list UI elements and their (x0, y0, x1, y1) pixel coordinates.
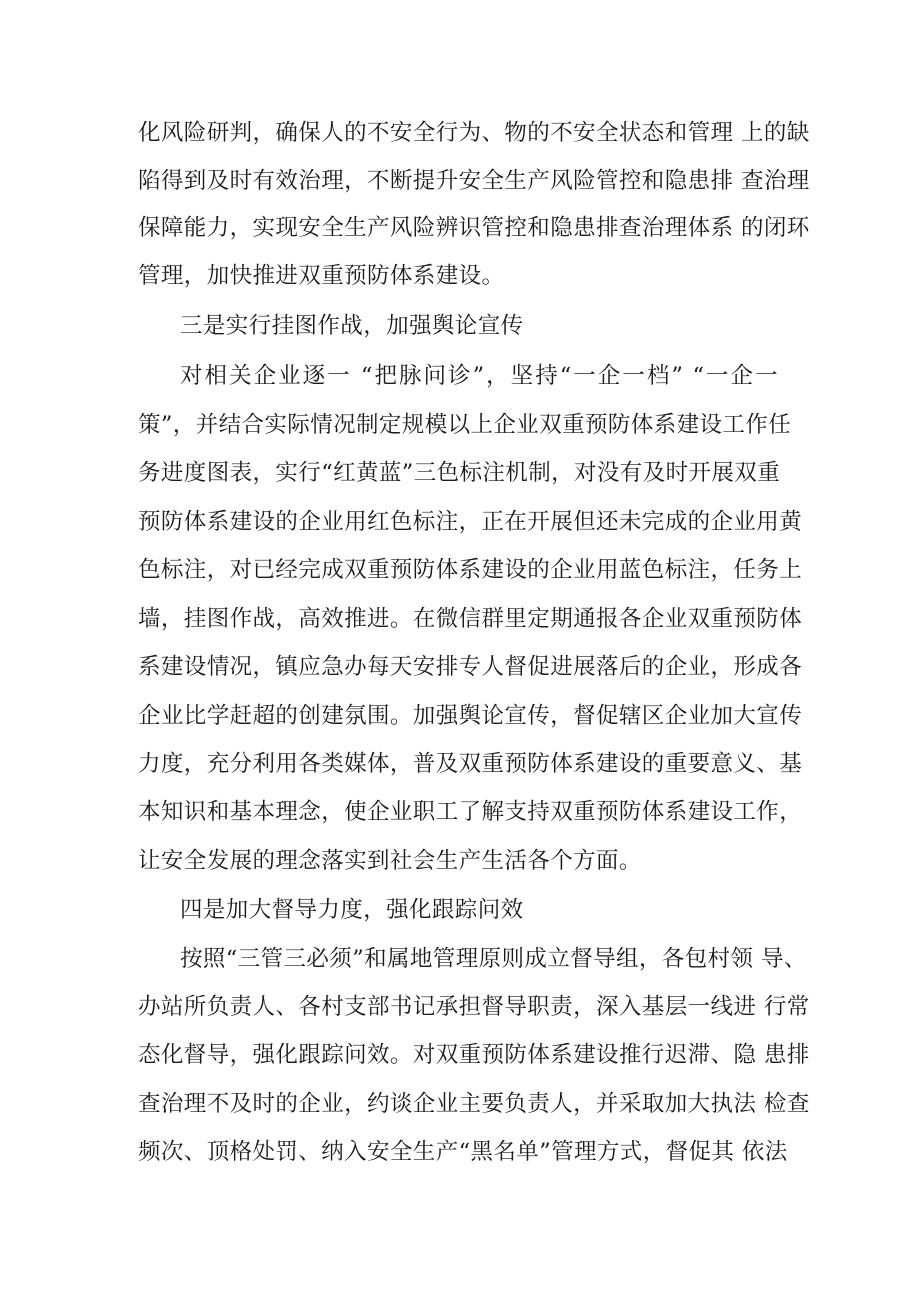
text-line: 对相关企业逐一 “把脉问诊”，坚持“一企一档” “一企一 (180, 363, 778, 389)
text-line: 务进度图表，实行“红黄蓝”三色标注机制，对没有及时开展双重 (138, 460, 781, 486)
text-line: 频次、顶格处罚、纳入安全生产“黑名单”管理方式，督促其 依法 (138, 1139, 788, 1165)
section-heading: 四是加大督导力度，强化跟踪问效 (180, 897, 524, 923)
text-line: 管理，加快推进双重预防体系建设。 (138, 263, 505, 289)
text-line: 策”，并结合实际情况制定规模以上企业双重预防体系建设工作任 (138, 412, 792, 438)
text-line: 化风险研判，确保人的不安全行为、物的不安全状态和管理 上的缺 (138, 120, 810, 146)
text-line: 色标注，对已经完成双重预防体系建设的企业用蓝色标注，任务上 (138, 557, 803, 583)
text-line: 系建设情况，镇应急办每天安排专人督促进展落后的企业，形成各 (138, 654, 803, 680)
text-line: 态化督导，强化跟踪问效。对双重预防体系建设推行迟滞、隐 患排 (138, 1042, 810, 1068)
text-line: 企业比学赶超的创建氛围。加强舆论宣传，督促辖区企业加大宣传 (138, 703, 803, 729)
text-line: 按照“三管三必须”和属地管理原则成立督导组，各包村领 导、 (180, 946, 807, 972)
text-line: 保障能力，实现安全生产风险辨识管控和隐患排查治理体系 的闭环 (138, 215, 810, 241)
text-line: 陷得到及时有效治理，不断提升安全生产风险管控和隐患排 查治理 (138, 168, 810, 194)
text-line: 办站所负责人、各村支部书记承担督导职责，深入基层一线进 行常 (138, 994, 810, 1020)
text-line: 墙，挂图作战，高效推进。在微信群里定期通报各企业双重预防体 (138, 606, 803, 632)
text-line: 本知识和基本理念，使企业职工了解支持双重预防体系建设工作， (138, 799, 803, 825)
text-line: 查治理不及时的企业，约谈企业主要负责人，并采取加大执法 检查 (138, 1091, 810, 1117)
text-line: 让安全发展的理念落实到社会生产生活各个方面。 (138, 848, 642, 874)
text-line: 力度，充分利用各类媒体，普及双重预防体系建设的重要意义、基 (138, 751, 803, 777)
text-line: 预防体系建设的企业用红色标注，正在开展但还未完成的企业用黄 (138, 509, 803, 535)
section-heading: 三是实行挂图作战，加强舆论宣传 (180, 313, 524, 339)
